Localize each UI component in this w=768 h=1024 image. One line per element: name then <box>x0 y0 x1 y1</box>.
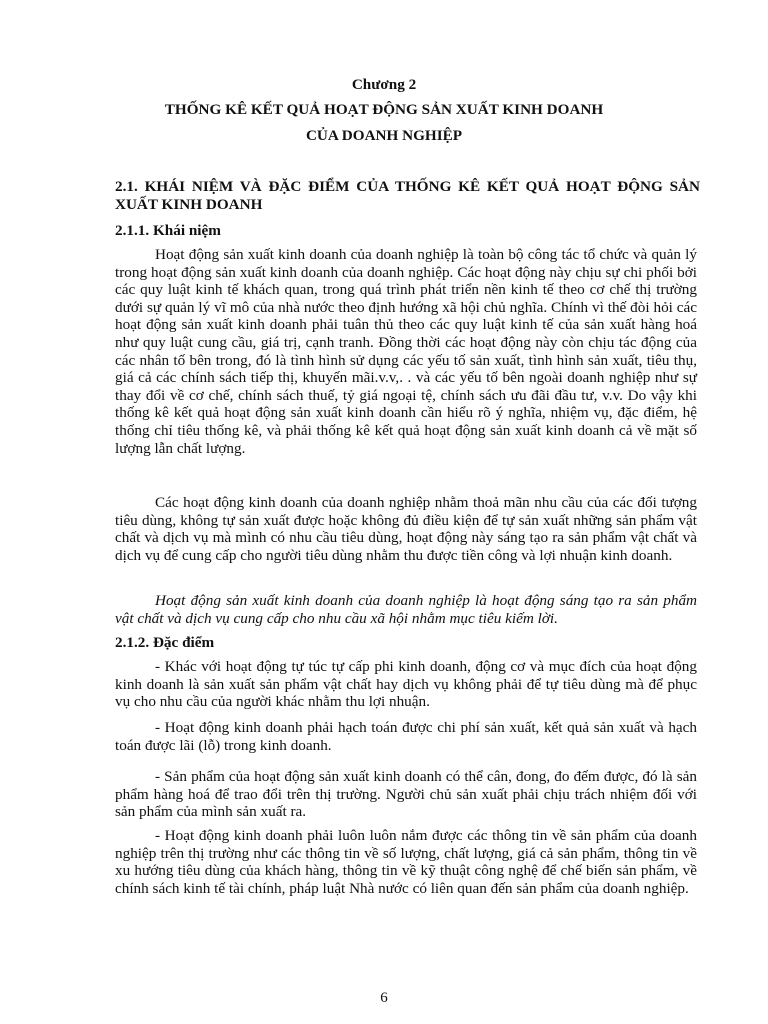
page-number: 6 <box>380 990 388 1006</box>
subsection-heading-characteristics: 2.1.2. Đặc điểm <box>115 634 215 651</box>
characteristic-item: - Hoạt động kinh doanh phải hạch toán được chi phí sản xuất, kết quả sản xuất và hạch toán được lãi (lỗ) trong kinh doanh. <box>115 719 697 754</box>
characteristic-item: - Khác với hoạt động tự túc tự cấp phi kinh doanh, động cơ và mục đích của hoạt động kinh doanh là sản xuất sản phẩm vật chất hay dịch vụ không phải để tự tiêu dùng mà để phục vụ cho nhu cầu của người khác nhằm thu lợi nhuận. <box>115 658 697 711</box>
chapter-title-line-2: CỦA DOANH NGHIỆP <box>305 127 463 144</box>
characteristic-item: - Sản phẩm của hoạt động sản xuất kinh doanh có thể cân, đong, đo đếm được, đó là sản phẩm hàng hoá để trao đổi trên thị trường. Người chủ sản xuất phải chịu trách nhiệm đối với sản phẩm của mình sản xuất ra. <box>115 768 697 821</box>
chapter-title-line-1: THỐNG KÊ KẾT QUẢ HOẠT ĐỘNG SẢN XUẤT KINH DOANH <box>164 101 604 118</box>
section-heading: 2.1. KHÁI NIỆM VÀ ĐẶC ĐIỂM CỦA THỐNG KÊ KẾT QUẢ HOẠT ĐỘNG SẢN XUẤT KINH DOANH <box>115 178 700 213</box>
chapter-label: Chương 2 <box>351 76 417 93</box>
subsection-heading-concept: 2.1.1. Khái niệm <box>115 222 221 239</box>
characteristic-item: - Hoạt động kinh doanh phải luôn luôn nắm được các thông tin về sản phẩm của doanh nghiệp trên thị trường như các thông tin về số lượng, chất lượng, giá cả sản phẩm, thông tin về xu hướng tiêu dùng của khách hàng, thông tin về kỹ thuật công nghệ để chế biến sản phẩm, về chính sách kinh tế tài chính, pháp luật Nhà nước có liên quan đến sản phẩm của doanh nghiệp. <box>115 827 697 897</box>
paragraph: Hoạt động sản xuất kinh doanh của doanh nghiệp là toàn bộ công tác tổ chức và quản lý trong hoạt động sản xuất kinh doanh của doanh nghiệp. Các hoạt động này chịu sự chi phối bởi các quy luật kinh tế khách quan, trong quá trình phát triển nền kinh tế theo cơ chế thị trường dưới sự quản lý vĩ mô của nhà nước theo định hướng xã hội chủ nghĩa. Chính vì thế đòi hỏi các hoạt động sản xuất kinh doanh phải tuân thủ theo các quy luật kinh tế của sản xuất hàng hoá như quy luật cung cầu, giá trị, cạnh tranh. Đồng thời các hoạt động này còn chịu tác động của các nhân tố bên trong, đó là tình hình sử dụng các yếu tố sản xuất, tình hình sản xuất, tiêu thụ, giá cả các chính sách tiếp thị, khuyến mãi.v.v,. . và các yếu tố bên ngoài doanh nghiệp như sự thay đổi về cơ chế, chính sách thuế, tỷ giá ngoại tệ, chính sách ưu đãi đầu tư, v.v. Do vậy khi thống kê kết quả hoạt động sản xuất kinh doanh cần hiểu rõ ý nghĩa, nhiệm vụ, đặc điểm, hệ thống chỉ tiêu thống kê, và phải thống kê kết quả hoạt động sản xuất kinh doanh cả về mặt số lượng lẫn chất lượng. <box>115 246 697 457</box>
paragraph: Các hoạt động kinh doanh của doanh nghiệp nhằm thoả mãn nhu cầu của các đối tượng tiêu dùng, không tự sản xuất được hoặc không đủ điều kiện để tự sản xuất những sản phẩm vật chất và dịch vụ mà mình có nhu cầu tiêu dùng, hoạt động này sáng tạo ra sản phẩm vật chất và dịch vụ để cung cấp cho người tiêu dùng nhằm thu được tiền công và lợi nhuận kinh doanh. <box>115 494 697 564</box>
definition-paragraph: Hoạt động sản xuất kinh doanh của doanh nghiệp là hoạt động sáng tạo ra sản phẩm vật chất và dịch vụ cung cấp cho nhu cầu xã hội nhằm mục tiêu kiếm lời. <box>115 592 697 627</box>
